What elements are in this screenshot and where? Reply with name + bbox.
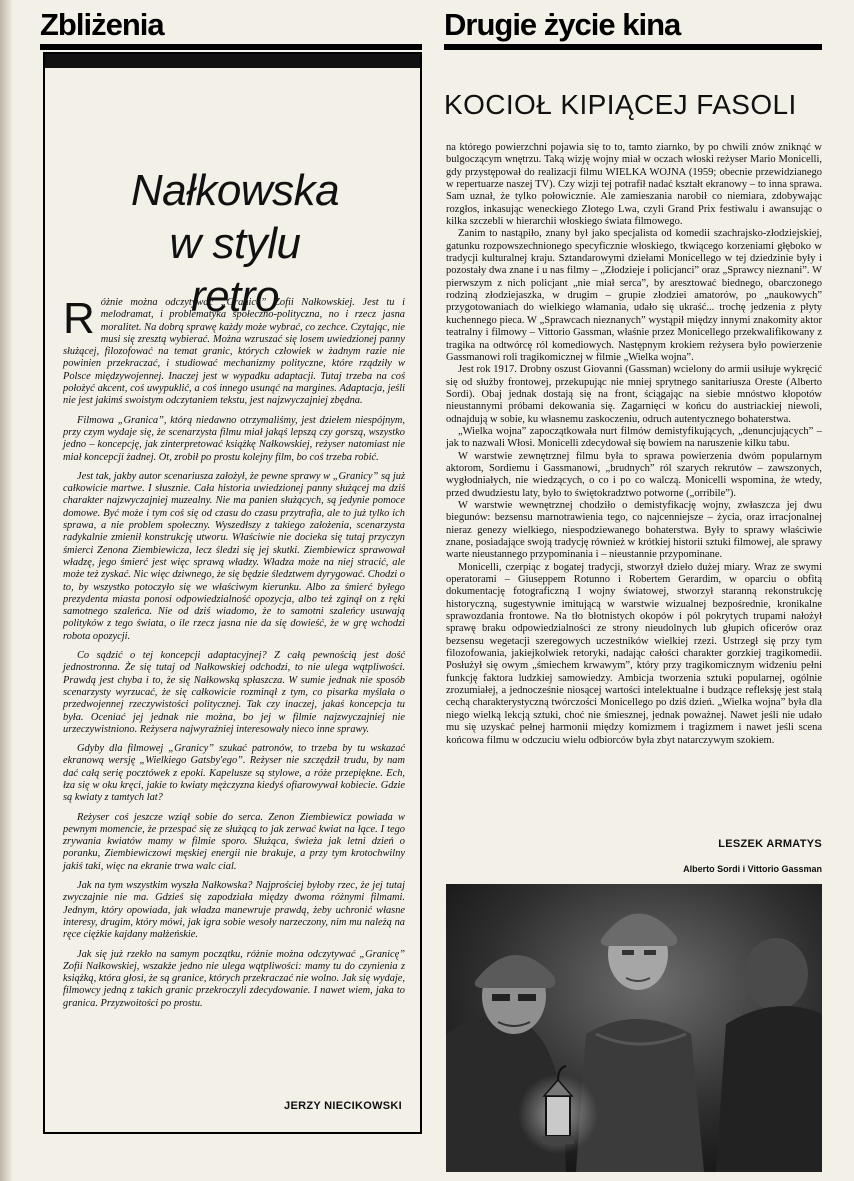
left-article-paragraph: Reżyser coś jeszcze wziął sobie do serca. Zenon Ziembiewicz powiada w pewnym momencie, że przespać się ze służącą to jak zerwać kwiat na łące. I tego zrywania kwiatów mamy w filmie sporo. Służąca, świeża jak letni dzień o poranku, Ziembiewiczowi męskiej energii nie brakuje, a przy tym krotochwilny jakiś taki, więc na ekranie trwa walc cial. xyxy=(63,811,405,872)
right-article-paragraph: na którego powierzchni pojawia się to to, tamto ziarnko, by po chwili znów zniknąć w bulgoczącym wnętrzu. Taką wizję wojny miał w oczach włoski reżyser Mario Monicelli, gdy przystępował do realizacji filmu WIELKA WOJNA (1959; obecnie przewidzianego w repertuarze naszej TV). Czy wizji tej potrafił nadać kształt ekranowy – to inna sprawa. Sam uznał, że tylko połowicznie. Ale zamieszania narobił co niemiara, zdobywając rozgłos, inkasując weneckiego Złotego Lwa, czyli Grand Prix festiwalu i awansując o kilka szczebli w hierarchii włoskiego świata filmowego. xyxy=(446,142,822,228)
left-article-headline: Nałkowska w stylu retro xyxy=(130,166,340,321)
section-title-drugie-zycie-kina: Drugie życie kina xyxy=(444,7,681,42)
section-title-zblizenia: Zbliżenia xyxy=(40,7,164,42)
left-article-top-bar xyxy=(45,54,420,68)
left-article-author: JERZY NIECIKOWSKI xyxy=(284,1100,402,1112)
right-article-paragraph: „Wielka wojna” zapoczątkowała nurt filmów demistyfikujących, „denuncjujących” – jak to nazwali Włosi. Monicelli zdecydował się bowiem na naruszenie kilku tabu. xyxy=(446,425,822,450)
photo-caption: Alberto Sordi i Vittorio Gassman xyxy=(683,864,822,874)
section-title-rule-right xyxy=(444,44,822,50)
right-article-paragraph: Monicelli, czerpiąc z bogatej tradycji, stworzył dzieło dużej miary. Wraz ze swymi operatorami – Giuseppem Rotunno i Robertem Gerardim, w oparciu o obfitą dokumentację fotograficzną I wojny światowej, stworzył staranną rekonstrukcję historyczną, sugestywnie imitującą w warstwie wizualnej bezpośrednie, kronikalne sprawozdania frontowe. Na tło błotnistych okopów i pól pokrytych trupami nałożył sprawę braku odpowiedzialności ze strony nieudolnych lub głupich oficerów oraz bezsensu wegetacji szeregowych uczestników wielkiej rzezi. Ustrzegł się przy tym filozofowania, jakiejkolwiek retoryki, nadając całości charakter gorzkiej tragikomedii. Posłużył się owym „śmiechem krwawym”, który przy tragikomicznym widzeniu pełni funkcję faktora ludzkiej samowiedzy. Ambicja tworzenia sztuki popularnej, ogólnie zrozumiałej, a jednocześnie niosącej wartości intelektualne i budzące refleksję jest stałą cechą charakterystyczną twórczości Monicellego po dziś dzień. „Wielka wojna” była dla niego wielką lekcją sztuki, choć nie śmiesznej, jednak poważnej. Nawet jeśli nie udało mu się uzyskać pełnej harmonii między komizmem i tragizmem i nawet jeśli scena końcowa filmu w odczuciu wielu odbiorców była zbyt natarczywym szokiem. xyxy=(446,561,822,746)
right-article-paragraph: W warstwie wewnętrznej chodziło o demistyfikację wojny, zwłaszcza jej dwu biegunów: bezsensu marnotrawienia tego, co najcenniejsze – życia, oraz irracjonalnej nieraz genezy wielkiego, niespodziewanego bohaterstwa. Były to sprawy właściwie znane, posiadające swoją tradycję również w krótkiej historii sztuki filmowej, ale sprawy warte nieustannego przypominania i – nieustannie przypominane. xyxy=(446,499,822,561)
section-title-rule-left xyxy=(40,44,422,50)
right-article-paragraph: Zanim to nastąpiło, znany był jako specjalista od komedii szachrajsko-złodziejskiej, gatunku rozpowszechnionego specyficznie włoskiego, tkwiącego korzeniami głęboko w tradycji kulturalnej kraju. Sztandarowymi dziełami Monicellego w tej dziedzinie były i pozostały dwa znane i u nas filmy – „Złodzieje i policjanci” oraz „Sprawcy nieznani”. W pierwszym z nich policjant „nie miał serca”, by aresztować biednego, obarczonego rodziną złodziejaszka, w drugim – grupie złodziei amatorów, po „naukowych” przygotowaniach do wielkiego włamania, udało się ukraść... trochę jedzenia z płyty kuchennego pieca. W „Sprawcach nieznanych” wystąpił między innymi znakomity aktor teatralny i filmowy – Vittorio Gassman, właśnie przez Monicellego przekwalifikowany z tragika na odtwórcę ról komediowych. Następnym krokiem reżysera było powierzenie Gassmanowi roli tragikomicznej w filmie „Wielka wojna”. xyxy=(446,228,822,363)
film-still-photo xyxy=(446,884,822,1172)
left-article-paragraph: Co sądzić o tej koncepcji adaptacyjnej? Z całą pewnością jest dość jednostronna. Że się tutaj od Nałkowskiej odchodzi, to nie ulega wątpliwości. Prawdą jest chyba i to, że się Nałkowską spłaszcza. W sumie jednak nie sposób scenarzysty wyrzucać, że się całkowicie rozminął z tym, co pisarka myślała o przedwojennej rzeczywistości politycznej. Tak czy inaczej, jakaś koncepcja tu była. Oceniać jej jednak nie można, bo jej w filmie najzwyczajniej nie urzeczywistniono. Reżysera najwyraźniej interesowały nieco inne sprawy. xyxy=(63,650,405,735)
left-article-box xyxy=(43,52,422,1134)
left-article-paragraph xyxy=(63,294,405,408)
right-article-paragraph: W warstwie zewnętrznej filmu była to sprawa powierzenia dwóm popularnym aktorom, Sordiemu i Gassmanowi, „brudnych” ról szarych rekrutów – zawszonych, wygłodniałych, nie wiedzących, o co i po co walczą. Monicelli wspomina, że wtedy, przed dwudziestu laty, było to świętokradztwo potworne („orribile”). xyxy=(446,450,822,499)
drop-cap: R xyxy=(63,294,95,343)
right-article-body xyxy=(446,142,822,747)
left-article-paragraph: Jak się już rzekło na samym początku, różnie można odczytywać „Granicę” Zofii Nałkowskiej, wszakże jedno nie ulega wątpliwości: mamy tu do czynienia z książką, która głosi, że są granice, których przekraczać nie wolno. Jak się wydaje, filmowcy jedną z takich granic przekroczyli zdecydowanie. I nawet wiem, jaka to granica. Przyzwoitości po prostu. xyxy=(63,948,405,1009)
right-article-paragraph: Jest rok 1917. Drobny oszust Giovanni (Gassman) wcielony do armii usiłuje wykręcić się od służby frontowej, przekupując nie mniej sprytnego sanitariusza Oreste (Alberto Sordi). Obaj jednak dostają się na front, ściągając na siebie mnóstwo kłopotów nieustannymi próbami dekowania się. Zagarnięci w końcu do austriackiej niewoli, odnajdują w sobie, ku własnemu zaskoczeniu, odruch autentycznego bohaterstwa. xyxy=(446,364,822,425)
right-article-author: LESZEK ARMATYS xyxy=(718,838,822,850)
left-article-paragraph: Jest tak, jakby autor scenariusza założył, że pewne sprawy w „Granicy” są już całkowicie martwe. I słusznie. Cała historia uwiedzionej panny służącej ma dziś charakter najzwyczajniej muzealny. Nie ma panien służących, są jedynie pomoce domowe. Być może i tym coś się od czasu do czasu przytrafia, ale to już tylko ich sprawa, a nie problem społeczny. Wyszedłszy z takiego założenia, scenarzysta radykalnie zmienił konstrukcję utworu. Właściwie nie dociekа się tutaj przyczyn śmierci Zenona Ziembiewicza, lecz śledzi się jej skutki. Ziembiewicz sprawował władzę, jego śmierć jest więc sprawą władzy. Władza może na niej stracić, ale może też zyskać. Nic więc dziwnego, że się będzie śledztwem dyrygować. Chodzi o to, by wszystko potoczyło się we właściwym kierunku. Albo za śmierć byłego prezydenta miasta ponosi odpowiedzialność opozycja, albo też zginął on z ręki samotnego szaleńca. Nie od dziś wiadomo, że to samotni szaleńcy usuwają polityków z tego świata, o ile rzecz jasna nie da się dowieść, że w grę wchodzi robota opozycji. xyxy=(63,470,405,642)
left-article-paragraph-text: óżnie można odczytywać „Granicę” Zofii Nałkowskiej. Jest tu i melodramat, i problematyka społeczno-polityczna, no i rzecz jasna moralitet. Na dobrą sprawę każdy może wybrać, co zechce. Czytając, nie musi się zresztą wybierać. Można wzruszać się losem uwiedzionej panny służącej, filozofować na temat granic, których człowiek w żadnym razie nie powinien przekraczać, i studiować mechanizmy polityczne, które rządziły w Polsce międzywojennej. Inaczej jest w wypadku adaptacji. Tutaj trzeba na coś położyć akcent, coś uwypuklić, a coś innego usunąć na margines. Adaptacja, jeśli nie jest jakimś swoistym odczytaniem tekstu, jest najzwyczajniej zbędna. xyxy=(63,297,405,407)
right-article-headline: KOCIOŁ KIPIĄCEJ FASOLI xyxy=(444,89,797,120)
page-binding-shadow xyxy=(0,0,12,1181)
film-still-illustration xyxy=(446,884,822,1172)
left-article-body xyxy=(63,294,405,1017)
left-article-paragraph: Filmowa „Granica”, którą niedawno otrzymaliśmy, jest dziełem niespójnym, przy czym wydaje się, że scenarzysta filmu miał jakąś lepszą czy gorszą, wszystko jedno – koncepcję, jak zinterpretować książkę Nałkowskiej, reżyser natomiast nie miał koncepcji żadnej. Ot, zrobił po prostu kolejny film, bo coś trzeba robić. xyxy=(63,414,405,463)
left-article-paragraph: Gdyby dla filmowej „Granicy” szukać patronów, to trzeba by tu wskazać ekranową wersję „Wielkiego Gatsby'ego”. Reżyser nie szczędził trudu, by nam dać całą serię pocztówek z epoki. Kapelusze są stylowe, a róże przepiękne. Ech, łza się w oku kręci, jakie to kwiaty mężczyzna kiedyś ofiarowywał kobiecie. Gdzie są kwiaty z tamtych lat? xyxy=(63,743,405,804)
left-article-paragraph: Jak na tym wszystkim wyszła Nałkowska? Najprościej byłoby rzec, że jej tutaj zwyczajnie nie ma. Gdzieś się zapodziała między dwoma różnymi filmami. Jednym, który opowiada, jak władza manewruje prawdą, żeby uchronić własne interesy, drugim, który mówi, jak igra sobie wesoły narzeczony, nim mu należą na ręce ciężkie kajdany małżeńskie. xyxy=(63,880,405,941)
